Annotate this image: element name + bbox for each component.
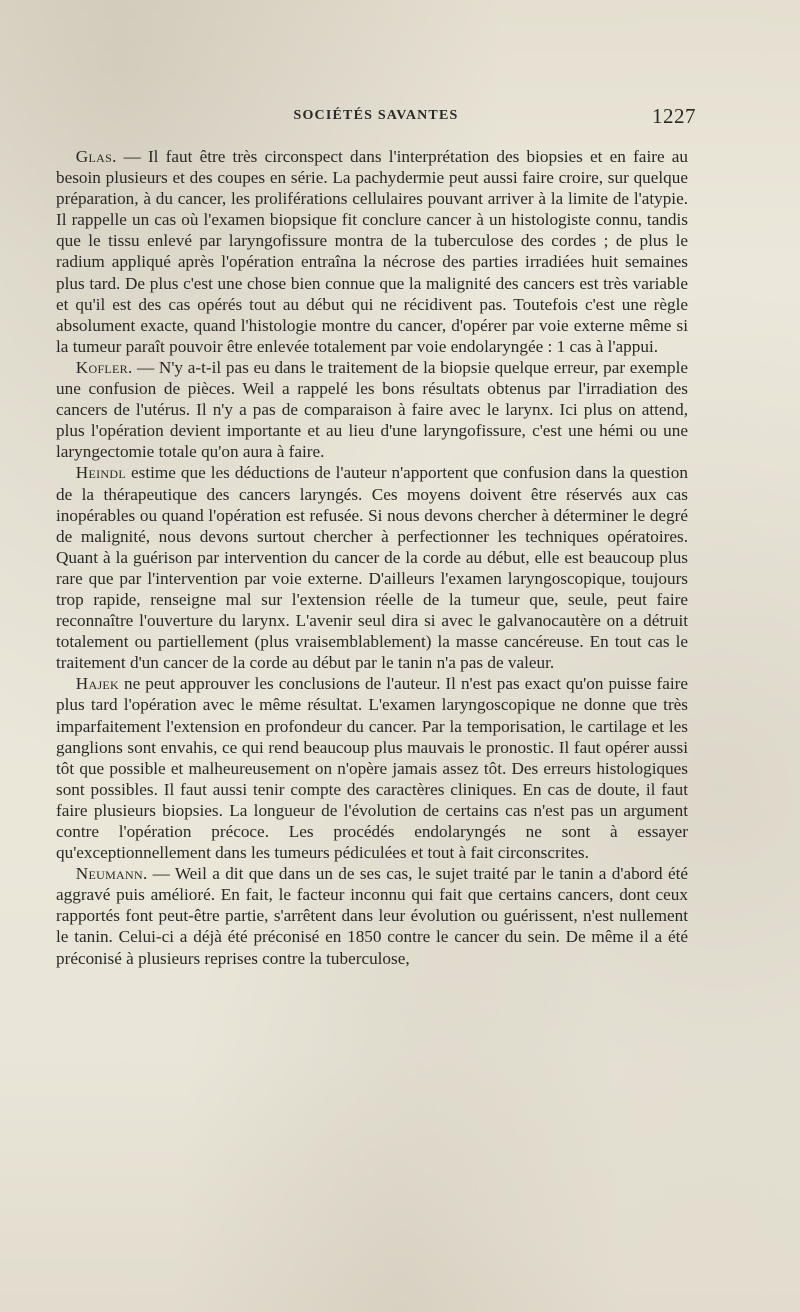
paragraph-kofler xyxy=(56,357,688,462)
speaker-name: Neumann xyxy=(75,864,143,884)
paragraph-text: ne peut approuver les conclusions de l'auteur. Il n'est pas exact qu'on puisse faire plus tard l'opération avec le même résultat. L'examen laryngoscopique ne donne que très imparfaitement l'extension en profondeur du cancer. Par la temporisation, le cartilage et les ganglions sont envahis, ce qui rend beaucoup plus mauvais le pronostic. Il faut opérer aussi tôt que possible et malheureusement on n'opère jamais assez tôt. Des erreurs histologiques sont possibles. Il faut aussi tenir compte des caractères cliniques. En cas de doute, il faut faire plusieurs biopsies. La longueur de l'évolution de certains cas n'est pas un argument contre l'opération précoce. Les procédés endolaryngés ne sont à essayer qu'exceptionnellement dans les tumeurs pédiculées et tout à fait circonscrites. xyxy=(56,674,688,863)
speaker-name: Kofler xyxy=(75,357,128,377)
paragraph-text: . — Il faut être très circonspect dans l'interprétation des biopsies et en faire au besoin plusieurs et des coupes en série. La pachydermie peut aussi faire croire, sur quelque préparation, à du cancer, les proliférations cellulaires pouvant arriver à la limite de l'atypie. Il rappelle un cas où l'examen biopsique fit conclure cancer à un histologiste connu, tandis que le tissu enlevé par laryngofissure montra de la tuberculose des cordes ; de plus le radium appliqué après l'opération entraîna la nécrose des parties irradiées huit semaines plus tard. De plus c'est une chose bien connue que la malignité des cancers est très variable et qu'il est des cas opérés tout au début qui ne récidivent pas. Toutefois c'est une règle absolument exacte, quand l'histologie montre du cancer, d'opérer par voie externe même si la tumeur paraît pouvoir être enlevée totalement par voie endolaryngée : 1 cas à l'appui. xyxy=(56,147,688,356)
paragraph-text: . — Weil a dit que dans un de ses cas, le sujet traité par le tanin a d'abord été aggravé puis amélioré. En fait, le facteur inconnu qui fait que certains cancers, dont ceux rapportés font peut-être partie, s'arrêtent dans leur évolution ou guérissent, n'est nullement le tanin. Celui-ci a déjà été préconisé en 1850 contre le cancer du sein. De même il a été préconisé à plusieurs reprises contre la tuberculose, xyxy=(56,864,688,968)
speaker-name: Hajek xyxy=(75,674,120,694)
paragraph-text: estime que les déductions de l'auteur n'apportent que confusion dans la question de la thérapeutique des cancers laryngés. Ces moyens doivent être réservés aux cas inopérables ou quand l'opération est refusée. Si nous devons chercher à déterminer le degré de malignité, nous devons surtout chercher à perfectionner les techniques opératoires. Quant à la guérison par intervention du cancer de la corde au début, elle est beaucoup plus rare que par l'intervention par voie externe. D'ailleurs l'examen laryngoscopique, toujours trop rapide, renseigne mal sur l'extension réelle de la tumeur que, seule, peut faire reconnaître l'ouverture du larynx. L'avenir seul dira si avec le galvanocautère on a détruit totalement ou partiellement (plus vraisemblablement) la masse cancéreuse. En tout cas le traitement d'un cancer de la corde au début par le tanin n'a pas de valeur. xyxy=(56,463,688,673)
page-number: 1227 xyxy=(652,104,696,128)
running-title: SOCIÉTÉS SAVANTES xyxy=(293,108,459,123)
speaker-name: Heindl xyxy=(75,463,126,483)
body-text xyxy=(56,146,688,969)
paragraph-neumann xyxy=(56,863,688,968)
paragraph-heindl xyxy=(56,462,688,673)
paragraph-glas xyxy=(56,146,688,357)
page-header xyxy=(56,104,696,132)
paragraph-hajek xyxy=(56,673,688,863)
paragraph-text: . — N'y a-t-il pas eu dans le traitement de la biopsie quelque erreur, par exemple une confusion de pièces. Weil a rappelé les bons résultats obtenus par l'irradiation des cancers de l'utérus. Il n'y a pas de comparaison à faire avec le larynx. Ici plus on attend, plus l'opération devient importante et au lieu d'une laryngofissure, c'est une hémi ou une laryngectomie totale qu'on aura à faire. xyxy=(56,357,688,462)
speaker-name: Glas xyxy=(75,147,113,166)
